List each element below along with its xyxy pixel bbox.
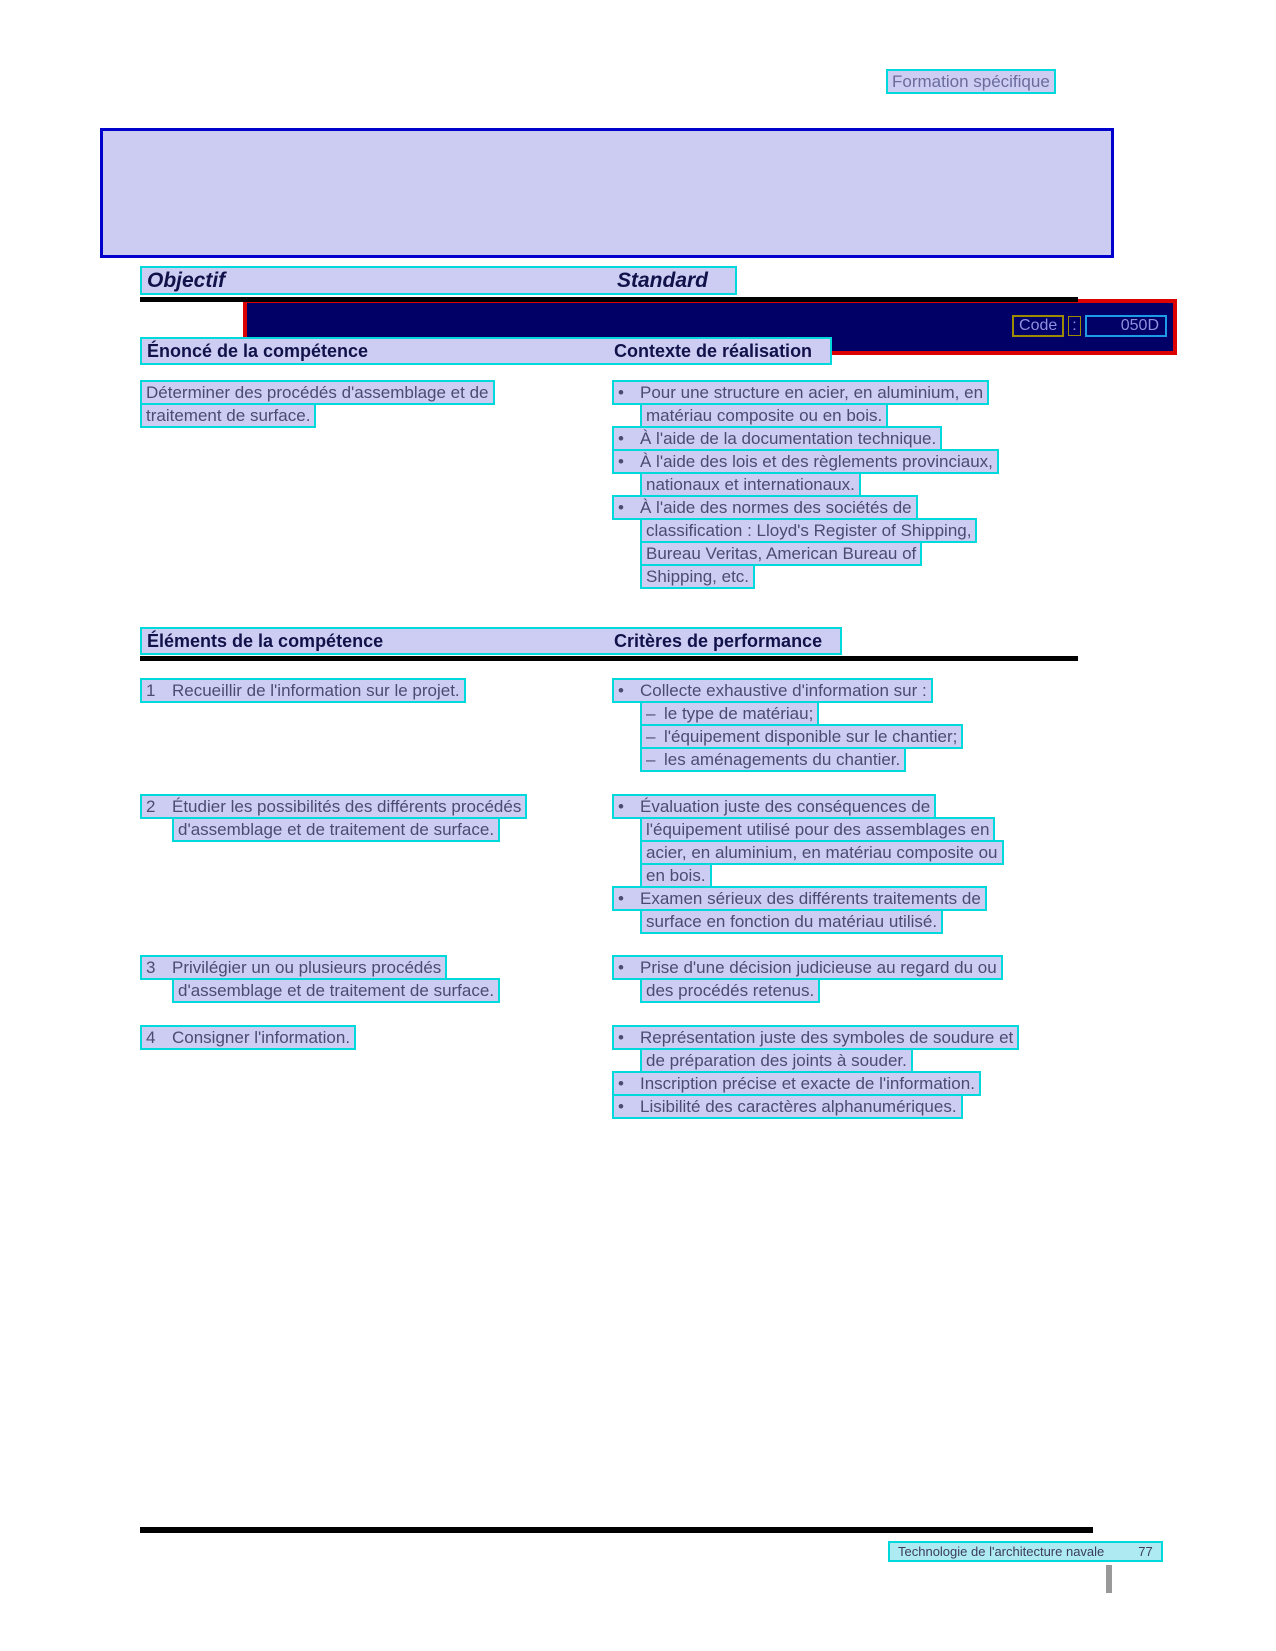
- criteria-column: [612, 678, 1082, 770]
- element-line: [140, 794, 527, 819]
- statement-line: Déterminer des procédés d'assemblage et de: [140, 380, 495, 405]
- statement-column: [140, 380, 605, 426]
- footer-document-title: Technologie de l'architecture navale: [898, 1544, 1105, 1559]
- context-column: [612, 380, 1082, 587]
- criteria-dash-line: [640, 701, 819, 726]
- bullet-icon: •: [618, 1097, 624, 1116]
- context-text: À l'aide de la documentation technique.: [640, 429, 937, 448]
- item-number: 3: [146, 958, 156, 977]
- criteria-bullet-line: [612, 955, 1003, 980]
- criteria-text: Prise d'une décision judicieuse au regard du ou: [640, 958, 997, 977]
- bullet-icon: •: [618, 1074, 624, 1093]
- divider-rule-middle: [140, 656, 1078, 661]
- criteria-line: surface en fonction du matériau utilisé.: [640, 909, 943, 934]
- code-colon: :: [1068, 316, 1080, 336]
- criteria-bullet-line: [612, 678, 933, 703]
- objectif-heading: Objectif: [147, 269, 226, 292]
- dash-icon: –: [646, 704, 656, 723]
- criteria-bullet-line: [612, 1071, 981, 1096]
- element-line: [140, 1025, 356, 1050]
- criteria-column: [612, 794, 1082, 932]
- context-line: Shipping, etc.: [640, 564, 755, 589]
- criteria-text: Évaluation juste des conséquences de: [640, 797, 931, 816]
- criteres-header: Critères de performance: [614, 631, 823, 651]
- item-number: 2: [146, 797, 156, 816]
- item-number: 1: [146, 681, 156, 700]
- criteria-text: les aménagements du chantier.: [664, 750, 901, 769]
- context-bullet-line: [612, 380, 989, 405]
- context-bullet-line: [612, 495, 918, 520]
- criteria-text: l'équipement disponible sur le chantier;: [664, 727, 958, 746]
- criteria-text: Inscription précise et exacte de l'information.: [640, 1074, 975, 1093]
- criteria-text: Collecte exhaustive d'information sur :: [640, 681, 927, 700]
- code-label: Code: [1012, 315, 1064, 337]
- enonce-contexte-band: [140, 337, 832, 365]
- element-line: [140, 955, 447, 980]
- element-text: Consigner l'information.: [172, 1028, 351, 1047]
- element-column: [140, 678, 605, 701]
- elements-criteres-band: [140, 627, 842, 655]
- bullet-icon: •: [618, 383, 624, 402]
- element-text: Privilégier un ou plusieurs procédés: [172, 958, 442, 977]
- element-line: [140, 678, 466, 703]
- criteria-bullet-line: [612, 794, 936, 819]
- bullet-icon: •: [618, 429, 624, 448]
- criteria-line: de préparation des joints à souder.: [640, 1048, 913, 1073]
- criteria-text: Représentation juste des symboles de soudure et: [640, 1028, 1014, 1047]
- criteria-line: en bois.: [640, 863, 712, 888]
- dash-icon: –: [646, 750, 656, 769]
- code-row: [1012, 315, 1167, 337]
- page-footer: [888, 1541, 1163, 1562]
- element-text: Recueillir de l'information sur le projet.: [172, 681, 460, 700]
- criteria-bullet-line: [612, 886, 987, 911]
- bullet-icon: •: [618, 797, 624, 816]
- context-line: Bureau Veritas, American Bureau of: [640, 541, 922, 566]
- context-bullet-line: [612, 426, 942, 451]
- context-bullet-line: [612, 449, 999, 474]
- criteria-column: [612, 1025, 1082, 1117]
- standard-heading: Standard: [617, 269, 709, 292]
- element-column: [140, 955, 605, 1001]
- criteria-line: acier, en aluminium, en matériau composite ou: [640, 840, 1004, 865]
- bullet-icon: •: [618, 452, 624, 471]
- criteria-dash-line: [640, 747, 906, 772]
- criteria-dash-line: [640, 724, 963, 749]
- context-line: nationaux et internationaux.: [640, 472, 861, 497]
- context-text: À l'aide des normes des sociétés de: [640, 498, 912, 517]
- element-line: d'assemblage et de traitement de surface.: [172, 978, 500, 1003]
- criteria-text: Lisibilité des caractères alphanumériques.: [640, 1097, 957, 1116]
- objectif-standard-band: [140, 266, 737, 295]
- item-number: 4: [146, 1028, 156, 1047]
- criteria-bullet-line: [612, 1025, 1019, 1050]
- gray-marker-bar: [1106, 1565, 1112, 1593]
- header-label-text: Formation spécifique: [886, 69, 1056, 94]
- footer-page-number: 77: [1138, 1544, 1153, 1559]
- bullet-icon: •: [618, 889, 624, 908]
- element-line: d'assemblage et de traitement de surface.: [172, 817, 500, 842]
- context-line: matériau composite ou en bois.: [640, 403, 888, 428]
- elements-header: Éléments de la compétence: [147, 631, 384, 651]
- context-text: Pour une structure en acier, en aluminium, en: [640, 383, 984, 402]
- bullet-icon: •: [618, 958, 624, 977]
- element-column: [140, 1025, 605, 1048]
- context-text: À l'aide des lois et des règlements provinciaux,: [640, 452, 993, 471]
- criteria-text: le type de matériau;: [664, 704, 814, 723]
- divider-rule-top: [140, 297, 1078, 302]
- bullet-icon: •: [618, 681, 624, 700]
- page-header-label: [886, 69, 1056, 94]
- criteria-line: des procédés retenus.: [640, 978, 820, 1003]
- dash-icon: –: [646, 727, 656, 746]
- code-value: 050D: [1085, 315, 1167, 337]
- enonce-header: Énoncé de la compétence: [147, 341, 369, 361]
- context-line: classification : Lloyd's Register of Shipping,: [640, 518, 977, 543]
- bullet-icon: •: [618, 498, 624, 517]
- element-text: Étudier les possibilités des différents procédés: [172, 797, 522, 816]
- divider-rule-bottom: [140, 1527, 1093, 1533]
- criteria-text: Examen sérieux des différents traitements de: [640, 889, 981, 908]
- bullet-icon: •: [618, 1028, 624, 1047]
- element-column: [140, 794, 605, 840]
- criteria-line: l'équipement utilisé pour des assemblages en: [640, 817, 995, 842]
- contexte-header: Contexte de réalisation: [614, 341, 813, 361]
- criteria-bullet-line: [612, 1094, 963, 1119]
- statement-line: traitement de surface.: [140, 403, 316, 428]
- criteria-column: [612, 955, 1082, 1001]
